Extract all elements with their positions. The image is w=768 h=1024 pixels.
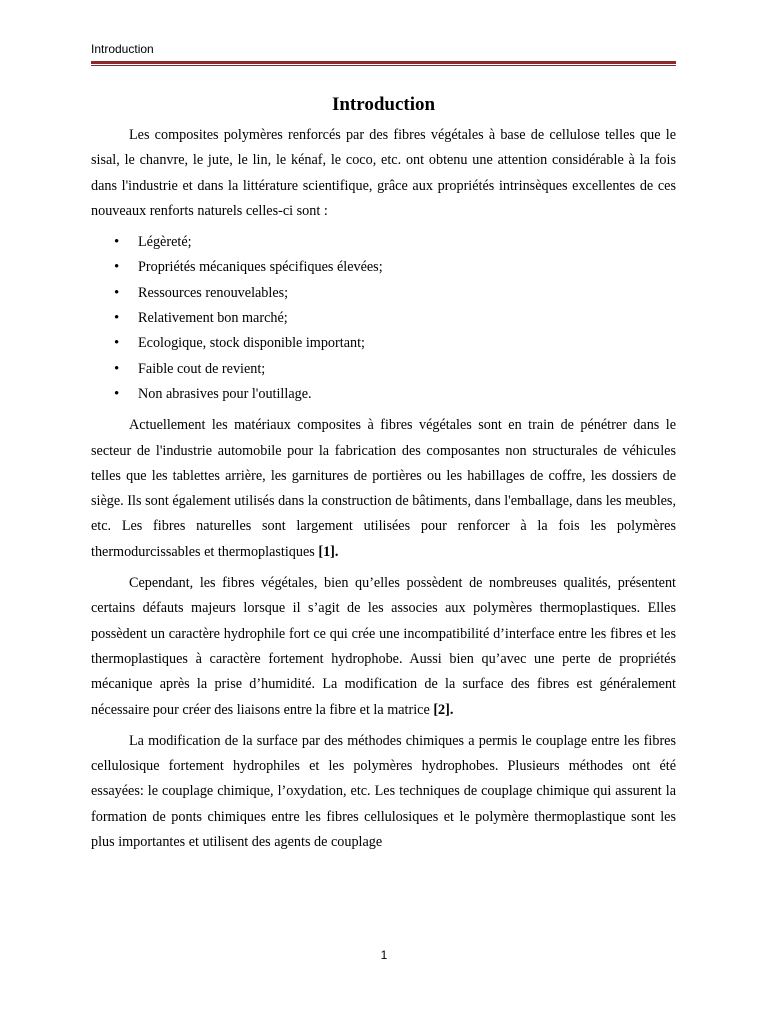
page-number: 1 xyxy=(380,948,388,962)
citation-1: [1]. xyxy=(318,543,339,560)
list-item: • Faible cout de revient; xyxy=(138,357,676,382)
list-item: • Propriétés mécaniques spécifiques élevées; xyxy=(138,255,676,280)
list-item: • Légèreté; xyxy=(138,230,676,255)
page-title: Introduction xyxy=(331,94,436,115)
paragraph-3-text: Cependant, les fibres végétales, bien qu’elles possèdent de nombreuses qualités, présentent certains défauts majeurs lorsque il s’agit de les associes aux polymères thermoplastiques. Elles possèdent un caractère hydrophile fort ce qui crée une incompatibilité d’interface entre les fibres et les thermoplastiques à caractère fortement hydrophobe. Aussi bien qu’avec une perte de propriétés mécanique après la prise d’humidité. La modification de la surface des fibres est généralement nécessaire pour créer des liaisons entre la fibre et la matrice xyxy=(91,575,676,718)
list-item: • Relativement bon marché; xyxy=(138,306,676,331)
list-item: • Ressources renouvelables; xyxy=(138,281,676,306)
paragraph-2-text: Actuellement les matériaux composites à fibres végétales sont en train de pénétrer dans le secteur de l'industrie automobile pour la fabrication des composantes non structurales de véhicules telles que les tablettes arrière, les garnitures de portières ou les habillages de coffre, les dossiers de siège. Ils sont également utilisés dans la construction de bâtiments, dans l'emballage, dans les meubles, etc. Les fibres naturelles sont largement utilisées pour renforcer à la fois les polymères thermodurcissables et thermoplastiques xyxy=(91,417,676,560)
page-body xyxy=(91,92,676,861)
citation-2: [2]. xyxy=(433,701,454,718)
list-item: • Non abrasives pour l'outillage. xyxy=(138,382,676,407)
paragraph-1: Les composites polymères renforcés par des fibres végétales à base de cellulose telles que le sisal, le chanvre, le jute, le lin, le kénaf, le coco, etc. ont obtenu une attention considérable à la fois dans l'industrie et dans la littérature scientifique, grâce aux propriétés intrinsèques excellentes de ces nouveaux renforts naturels celles-ci sont : xyxy=(91,127,676,219)
paragraph-4: La modification de la surface par des méthodes chimiques a permis le couplage entre les fibres cellulosique fortement hydrophiles et les polymères hydrophobes. Plusieurs méthodes ont été essayées: le couplage chimique, l’oxydation, etc. Les techniques de couplage chimique qui assurent la formation de ponts chimiques entre les fibres cellulosiques et le polymère thermoplastique sont les plus importantes et utilisent des agents de couplage xyxy=(91,732,676,851)
list-item: • Ecologique, stock disponible important; xyxy=(138,331,676,356)
paragraph-3 xyxy=(91,571,676,723)
running-header-title: Introduction xyxy=(91,42,154,56)
properties-list xyxy=(91,230,676,407)
paragraph-2 xyxy=(91,413,676,565)
header-rule-thin xyxy=(91,65,676,66)
header-rule-thick xyxy=(91,61,676,64)
